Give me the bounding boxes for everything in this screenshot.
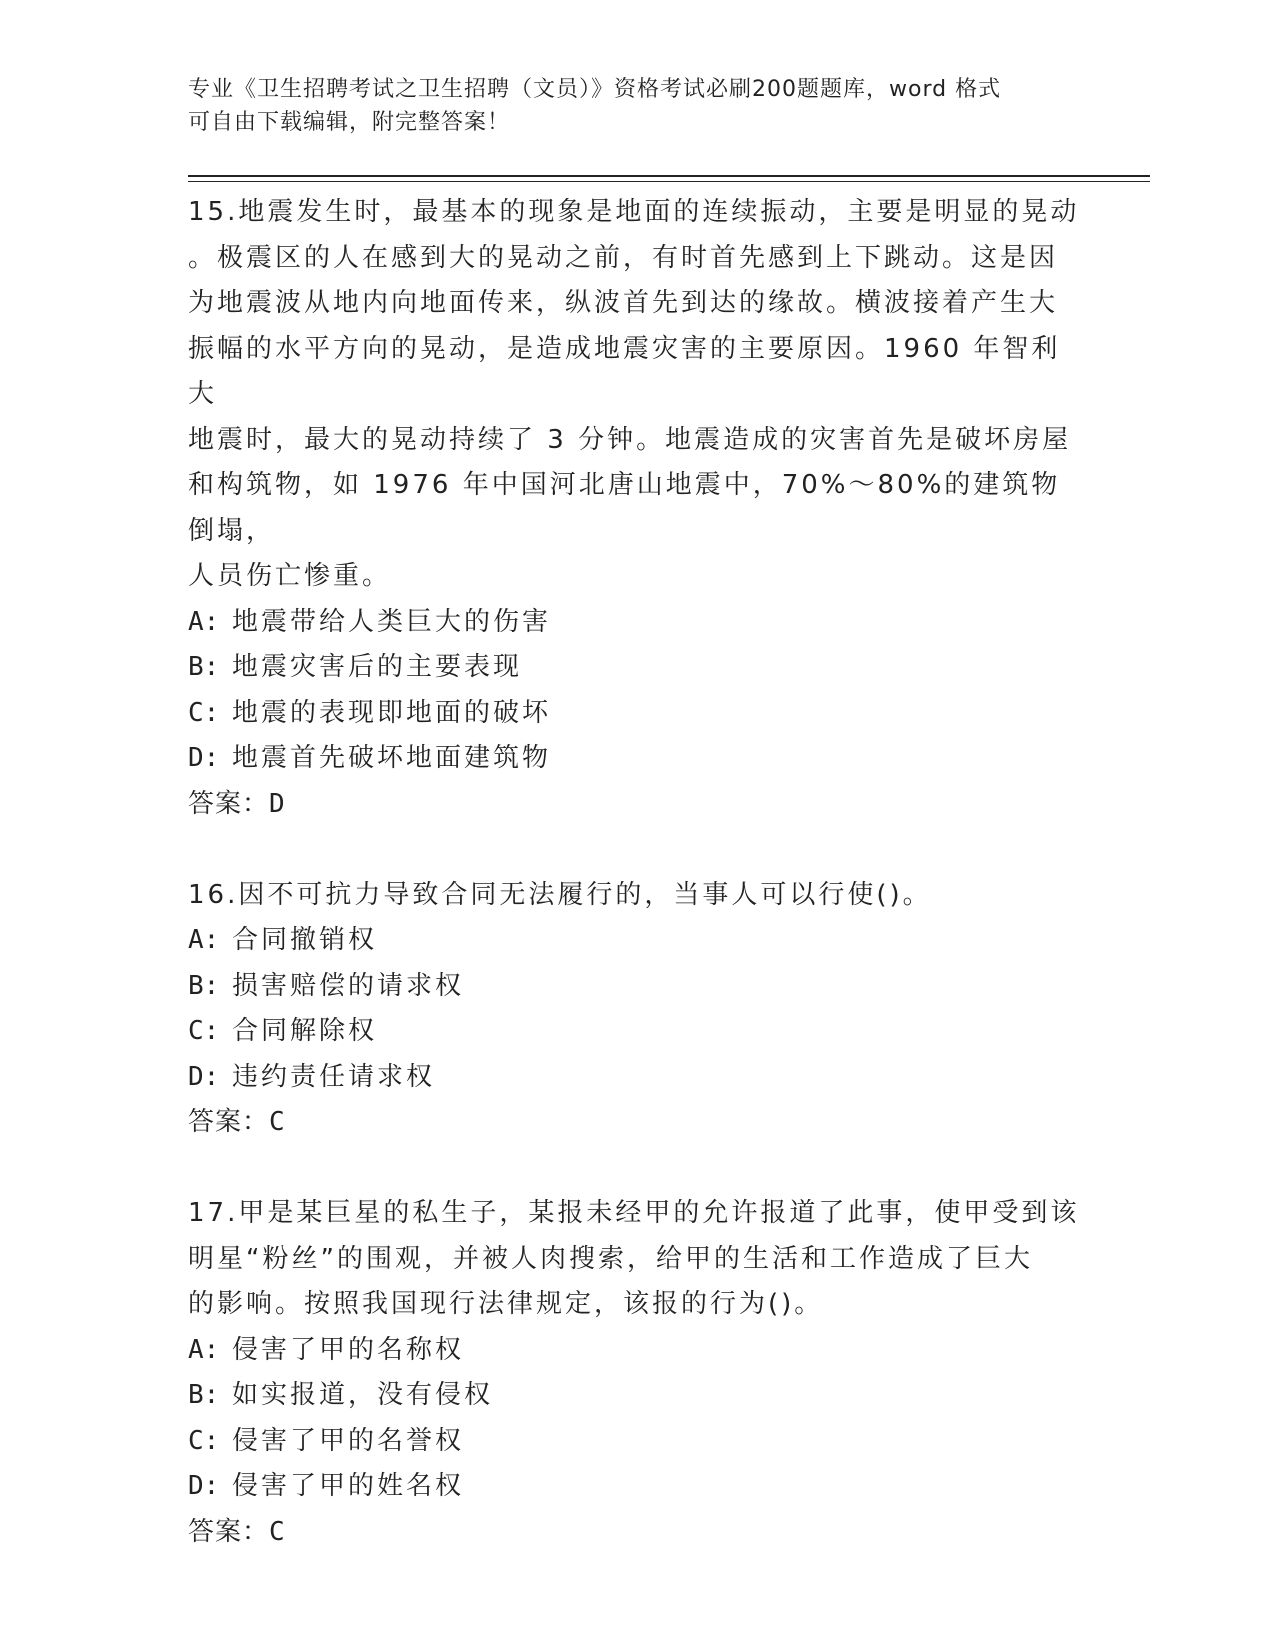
header-line-2: 可自由下载编辑，附完整答案！ [188, 110, 511, 135]
option-text: 损害赔偿的请求权 [232, 970, 465, 1001]
option-letter: A: [188, 925, 220, 955]
option-text: 合同撤销权 [232, 925, 378, 955]
question-spacer [188, 827, 1088, 873]
option-d [188, 736, 1088, 782]
option-d [188, 1464, 1088, 1510]
question-stem [188, 190, 1088, 600]
option-text: 侵害了甲的姓名权 [232, 1471, 465, 1501]
stem-line: 的影响。按照我国现行法律规定，该报的行为()。 [188, 1289, 824, 1319]
stem-line: 为地震波从地内向地面传来，纵波首先到达的缘故。横波接着产生大 [188, 288, 1059, 318]
stem-line: 和构筑物，如 1976 年中国河北唐山地震中，70%～80%的建筑物倒塌， [188, 470, 1061, 546]
answer-value: D [269, 788, 286, 819]
question-17 [188, 1191, 1088, 1555]
answer-line [188, 1100, 1088, 1146]
option-letter: A: [188, 606, 220, 637]
document-header [188, 73, 1088, 139]
stem-line: 15.地震发生时，最基本的现象是地面的连续振动，主要是明显的晃动 [188, 197, 1080, 227]
option-d [188, 1055, 1088, 1101]
answer-line [188, 1510, 1088, 1556]
option-letter: C: [188, 1016, 220, 1046]
option-letter: C: [188, 1425, 220, 1456]
stem-line: 人员伤亡惨重。 [188, 561, 392, 591]
option-letter: B: [188, 1380, 220, 1410]
question-number: 16. [188, 879, 239, 910]
question-stem [188, 873, 1088, 919]
answer-line [188, 782, 1088, 828]
option-text: 地震灾害后的主要表现 [232, 652, 523, 682]
option-a [188, 600, 1088, 646]
question-stem [188, 1191, 1088, 1328]
option-letter: D: [188, 1061, 220, 1092]
option-b [188, 964, 1088, 1010]
option-text: 如实报道，没有侵权 [232, 1380, 494, 1410]
question-list [188, 190, 1088, 1555]
option-a [188, 1328, 1088, 1374]
answer-label: 答案： [188, 1516, 270, 1547]
option-text: 地震的表现即地面的破坏 [232, 697, 552, 728]
stem-line: 16.因不可抗力导致合同无法履行的，当事人可以行使()。 [188, 879, 932, 910]
question-16 [188, 873, 1088, 1146]
stem-line: 振幅的水平方向的晃动，是造成地震灾害的主要原因。1960 年智利大 [188, 333, 1061, 409]
question-number: 17. [188, 1198, 239, 1228]
stem-line: 明星“粉丝”的围观，并被人肉搜索，给甲的生活和工作造成了巨大 [188, 1243, 1033, 1274]
option-letter: A: [188, 1334, 220, 1365]
stem-line: 。极震区的人在感到大的晃动之前，有时首先感到上下跳动。这是因 [188, 242, 1059, 273]
option-c [188, 691, 1088, 737]
option-c [188, 1009, 1088, 1055]
option-letter: D: [188, 743, 220, 773]
stem-line: 地震时，最大的晃动持续了 3 分钟。地震造成的灾害首先是破坏房屋 [188, 424, 1072, 455]
option-letter: C: [188, 697, 220, 728]
option-letter: B: [188, 970, 220, 1001]
question-15 [188, 190, 1088, 827]
option-letter: B: [188, 652, 220, 682]
option-a [188, 918, 1088, 964]
option-text: 地震首先破坏地面建筑物 [232, 743, 552, 773]
option-letter: D: [188, 1471, 220, 1501]
answer-value: C [269, 1516, 286, 1547]
stem-line: 17.甲是某巨星的私生子，某报未经甲的允许报道了此事，使甲受到该 [188, 1198, 1080, 1228]
option-text: 合同解除权 [232, 1016, 378, 1046]
option-text: 违约责任请求权 [232, 1061, 436, 1092]
question-spacer [188, 1146, 1088, 1192]
option-text: 侵害了甲的名称权 [232, 1334, 465, 1365]
header-divider-thick [188, 175, 1150, 177]
option-c [188, 1419, 1088, 1465]
option-text: 地震带给人类巨大的伤害 [232, 606, 552, 637]
answer-value: C [269, 1107, 286, 1137]
header-divider-thin [188, 181, 1150, 182]
option-text: 侵害了甲的名誉权 [232, 1425, 465, 1456]
question-number: 15. [188, 197, 239, 227]
answer-label: 答案： [188, 1107, 270, 1137]
option-b [188, 1373, 1088, 1419]
header-line-1: 专业《卫生招聘考试之卫生招聘（文员）》资格考试必刷200题题库，word 格式 [188, 77, 1002, 102]
option-b [188, 645, 1088, 691]
answer-label: 答案： [188, 788, 270, 819]
